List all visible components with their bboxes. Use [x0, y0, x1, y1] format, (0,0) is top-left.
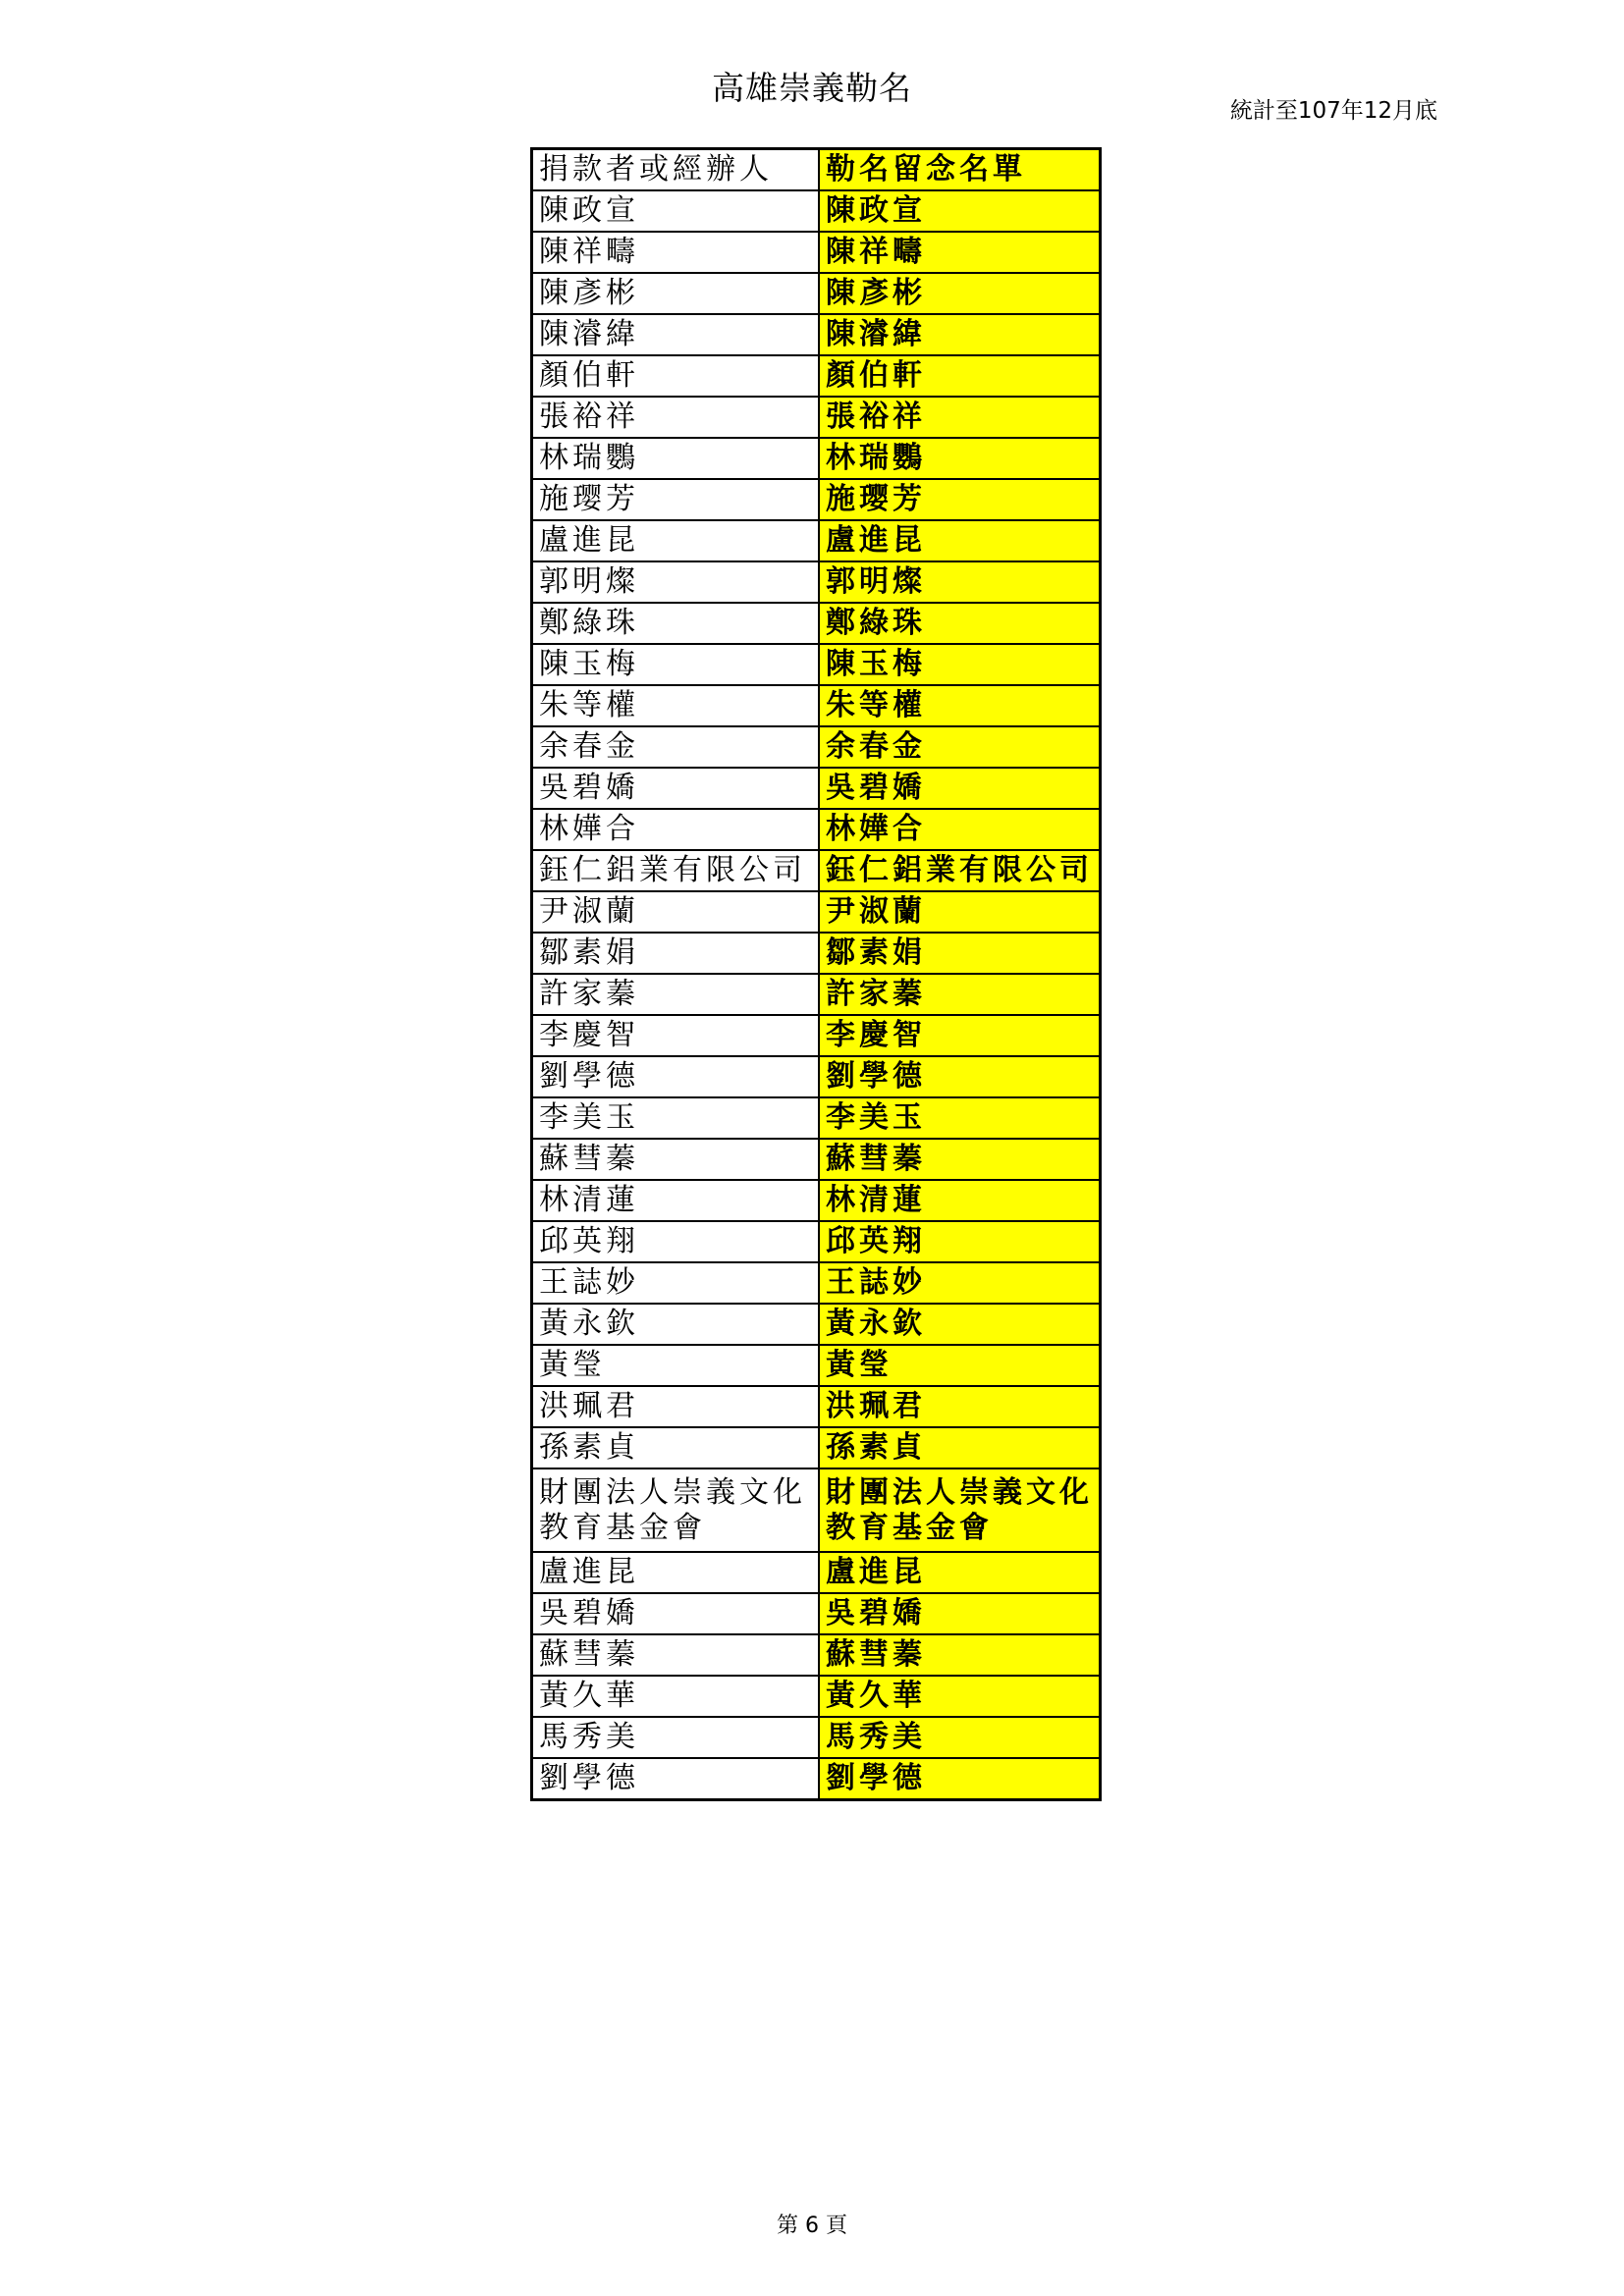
donor-cell: 黃永欽	[532, 1304, 820, 1345]
table-row	[532, 933, 1101, 974]
table-row	[532, 1717, 1101, 1758]
donor-cell: 朱等權	[532, 685, 820, 726]
donor-cell: 孫素貞	[532, 1427, 820, 1468]
donor-cell: 吳碧嬌	[532, 768, 820, 809]
donor-cell: 施璎芳	[532, 479, 820, 520]
engraved-name-cell: 吳碧嬌	[819, 768, 1101, 809]
donor-table	[530, 147, 1102, 1801]
donor-cell: 吳碧嬌	[532, 1593, 820, 1634]
header-donor: 捐款者或經辦人	[532, 149, 820, 191]
donor-cell: 陳彥彬	[532, 273, 820, 314]
table-row	[532, 190, 1101, 232]
engraved-name-cell: 林瑞鸚	[819, 438, 1101, 479]
table-row	[532, 1634, 1101, 1676]
engraved-name-cell: 林清蓮	[819, 1180, 1101, 1221]
donor-cell: 盧進昆	[532, 1552, 820, 1593]
table-row	[532, 397, 1101, 438]
engraved-name-cell: 孫素貞	[819, 1427, 1101, 1468]
engraved-name-cell: 劉學德	[819, 1758, 1101, 1800]
donor-cell: 劉學德	[532, 1056, 820, 1097]
table-row	[532, 355, 1101, 397]
table-row	[532, 726, 1101, 768]
donor-cell: 馬秀美	[532, 1717, 820, 1758]
table-row	[532, 479, 1101, 520]
donor-cell: 李慶智	[532, 1015, 820, 1056]
table-row	[532, 644, 1101, 685]
engraved-name-cell: 黃久華	[819, 1676, 1101, 1717]
engraved-name-cell: 劉學德	[819, 1056, 1101, 1097]
donor-cell: 蘇彗蓁	[532, 1139, 820, 1180]
document-title: 高雄崇義勒名	[712, 69, 912, 107]
table-row	[532, 891, 1101, 933]
donor-cell: 林瑞鸚	[532, 438, 820, 479]
table-row	[532, 1758, 1101, 1800]
donor-cell: 鄒素娟	[532, 933, 820, 974]
engraved-name-cell: 余春金	[819, 726, 1101, 768]
table-row	[532, 809, 1101, 850]
engraved-name-cell: 鈺仁鋁業有限公司	[819, 850, 1101, 891]
engraved-name-cell: 鄒素娟	[819, 933, 1101, 974]
table-row	[532, 1386, 1101, 1427]
engraved-name-cell: 蘇彗蓁	[819, 1634, 1101, 1676]
engraved-name-cell: 盧進昆	[819, 1552, 1101, 1593]
donor-cell: 黃瑩	[532, 1345, 820, 1386]
table-row	[532, 1345, 1101, 1386]
donor-cell: 劉學德	[532, 1758, 820, 1800]
donor-cell: 王誌妙	[532, 1262, 820, 1304]
table-row	[532, 1180, 1101, 1221]
table-row	[532, 1262, 1101, 1304]
donor-cell: 林清蓮	[532, 1180, 820, 1221]
table-row	[532, 603, 1101, 644]
table-row	[532, 1593, 1101, 1634]
engraved-name-cell: 尹淑蘭	[819, 891, 1101, 933]
table-row	[532, 974, 1101, 1015]
table-row	[532, 1056, 1101, 1097]
table-row	[532, 561, 1101, 603]
engraved-name-cell: 郭明燦	[819, 561, 1101, 603]
table-row	[532, 1427, 1101, 1468]
table-row	[532, 314, 1101, 355]
engraved-name-cell: 許家蓁	[819, 974, 1101, 1015]
donor-cell: 顏伯軒	[532, 355, 820, 397]
donor-cell: 陳玉梅	[532, 644, 820, 685]
header-engraved-name: 勒名留念名單	[819, 149, 1101, 191]
table-row	[532, 1552, 1101, 1593]
engraved-name-cell: 吳碧嬌	[819, 1593, 1101, 1634]
engraved-name-cell: 陳彥彬	[819, 273, 1101, 314]
engraved-name-cell: 李慶智	[819, 1015, 1101, 1056]
table-row	[532, 768, 1101, 809]
donor-cell: 邱英翔	[532, 1221, 820, 1262]
donor-cell: 郭明燦	[532, 561, 820, 603]
donor-cell: 鄭綠珠	[532, 603, 820, 644]
donor-cell: 陳濬緯	[532, 314, 820, 355]
table-row	[532, 1015, 1101, 1056]
donor-cell: 李美玉	[532, 1097, 820, 1139]
engraved-name-cell: 財團法人崇義文化教育基金會	[819, 1468, 1101, 1552]
engraved-name-cell: 張裕祥	[819, 397, 1101, 438]
engraved-name-cell: 蘇彗蓁	[819, 1139, 1101, 1180]
page-number: 第 6 頁	[777, 2214, 847, 2238]
table-row	[532, 1097, 1101, 1139]
engraved-name-cell: 李美玉	[819, 1097, 1101, 1139]
table-row	[532, 1676, 1101, 1717]
donor-cell: 鈺仁鋁業有限公司	[532, 850, 820, 891]
engraved-name-cell: 陳政宣	[819, 190, 1101, 232]
donor-cell: 林嬅合	[532, 809, 820, 850]
table-row	[532, 438, 1101, 479]
engraved-name-cell: 陳祥疇	[819, 232, 1101, 273]
table-row	[532, 685, 1101, 726]
table-row	[532, 1304, 1101, 1345]
donor-cell: 余春金	[532, 726, 820, 768]
donor-cell: 尹淑蘭	[532, 891, 820, 933]
engraved-name-cell: 朱等權	[819, 685, 1101, 726]
donor-cell: 財團法人崇義文化教育基金會	[532, 1468, 820, 1552]
donor-cell: 洪珮君	[532, 1386, 820, 1427]
engraved-name-cell: 黃瑩	[819, 1345, 1101, 1386]
engraved-name-cell: 邱英翔	[819, 1221, 1101, 1262]
statistics-date: 統計至107年12月底	[1229, 98, 1437, 124]
engraved-name-cell: 黃永欽	[819, 1304, 1101, 1345]
engraved-name-cell: 林嬅合	[819, 809, 1101, 850]
donor-cell: 陳政宣	[532, 190, 820, 232]
table-row	[532, 1468, 1101, 1552]
engraved-name-cell: 盧進昆	[819, 520, 1101, 561]
donor-cell: 陳祥疇	[532, 232, 820, 273]
engraved-name-cell: 顏伯軒	[819, 355, 1101, 397]
engraved-name-cell: 陳玉梅	[819, 644, 1101, 685]
engraved-name-cell: 施璎芳	[819, 479, 1101, 520]
donor-cell: 許家蓁	[532, 974, 820, 1015]
donor-cell: 蘇彗蓁	[532, 1634, 820, 1676]
donor-cell: 張裕祥	[532, 397, 820, 438]
engraved-name-cell: 馬秀美	[819, 1717, 1101, 1758]
table-row	[532, 520, 1101, 561]
table-row	[532, 1139, 1101, 1180]
engraved-name-cell: 鄭綠珠	[819, 603, 1101, 644]
donor-cell: 盧進昆	[532, 520, 820, 561]
engraved-name-cell: 洪珮君	[819, 1386, 1101, 1427]
table-header-row	[532, 149, 1101, 191]
table-row	[532, 850, 1101, 891]
donor-table-body	[532, 149, 1101, 1800]
engraved-name-cell: 陳濬緯	[819, 314, 1101, 355]
table-row	[532, 232, 1101, 273]
table-row	[532, 273, 1101, 314]
engraved-name-cell: 王誌妙	[819, 1262, 1101, 1304]
donor-cell: 黃久華	[532, 1676, 820, 1717]
table-row	[532, 1221, 1101, 1262]
